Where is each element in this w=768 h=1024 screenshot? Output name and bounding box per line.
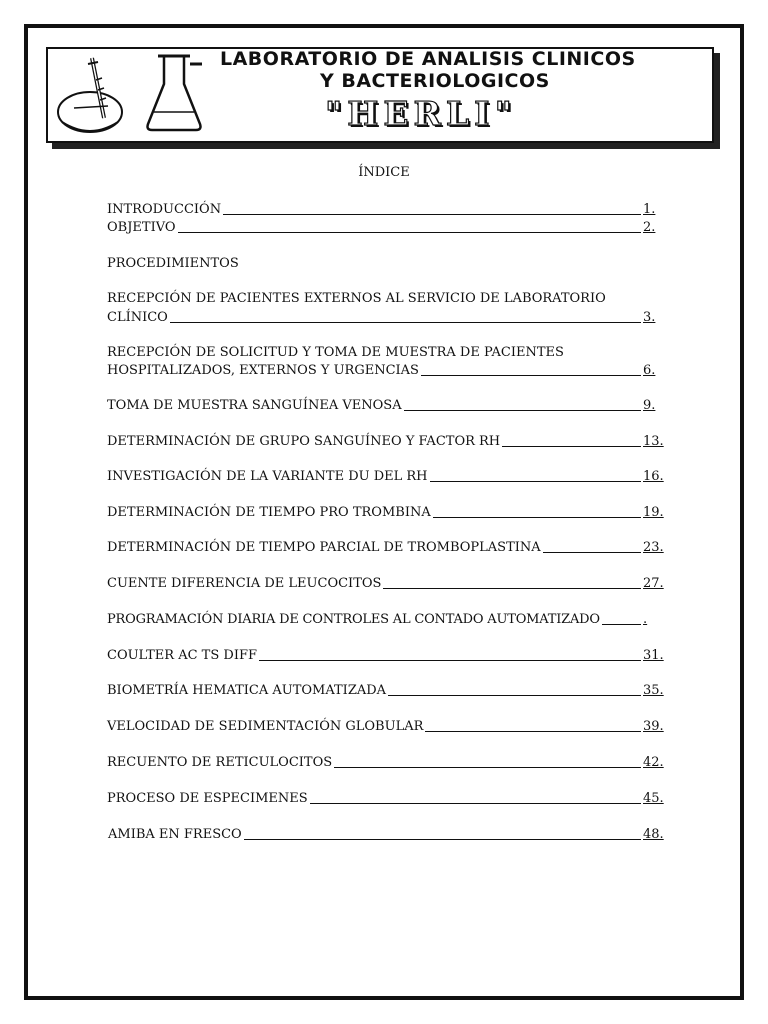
toc-entry-page: 48.	[643, 827, 664, 842]
header-title-line2: Y BACTERIOLOGICOS	[320, 70, 550, 92]
toc-entry-title: DETERMINACIÓN DE GRUPO SANGUÍNEO Y FACTOR RH	[107, 434, 501, 449]
toc-entry-title: DETERMINACIÓN DE TIEMPO PRO TROMBINA	[107, 505, 431, 520]
toc-entry-page: 39.	[643, 719, 664, 734]
toc-entry	[107, 309, 659, 327]
toc-entry-title: TOMA DE MUESTRA SANGUÍNEA VENOSA	[107, 398, 402, 413]
toc-entry-title: BIOMETRÍA HEMATICA AUTOMATIZADA	[107, 683, 387, 698]
toc-entry	[107, 201, 659, 219]
toc-entry-title: COULTER AC TS DIFF	[107, 648, 257, 663]
toc-entry	[107, 575, 664, 593]
toc-entry	[107, 647, 664, 665]
toc-entry	[107, 504, 664, 522]
toc-entry	[107, 219, 659, 237]
toc-entry-page: 23.	[643, 540, 664, 555]
toc-entry-page: 13.	[643, 434, 664, 449]
index-title: ÍNDICE	[358, 165, 410, 180]
toc-entry-title: PROCESO DE ESPECIMENES	[107, 791, 308, 806]
toc-entry-page: 16.	[643, 469, 664, 484]
toc-entry-page: 42.	[643, 755, 664, 770]
toc-leader-line	[170, 321, 641, 323]
toc-leader-line	[425, 730, 641, 732]
toc-entry-title: AMIBA EN FRESCO	[108, 827, 242, 842]
toc-entry-page: 3.	[643, 310, 656, 325]
toc-entry-title-line2: CLÍNICO	[107, 310, 168, 325]
toc-entry-page: 6.	[643, 363, 656, 378]
toc-entry-title-line1: RECEPCIÓN DE PACIENTES EXTERNOS AL SERVICIO DE LABORATORIO	[107, 291, 606, 306]
toc-leader-line	[223, 213, 641, 215]
toc-leader-line	[244, 838, 641, 840]
toc-leader-line	[430, 480, 641, 482]
header-title-line1: LABORATORIO DE ANALISIS CLINICOS	[220, 48, 636, 70]
toc-section-heading: PROCEDIMIENTOS	[107, 256, 239, 271]
toc-leader-line	[404, 409, 641, 411]
toc-entry-title: INVESTIGACIÓN DE LA VARIANTE DU DEL RH	[107, 469, 428, 484]
toc-entry-title: PROGRAMACIÓN DIARIA DE CONTROLES AL CONTADO AUTOMATIZADO	[107, 612, 600, 627]
header-brand-name: "HERLI"	[325, 94, 517, 133]
toc-entry-page: 27.	[643, 576, 664, 591]
toc-entry-page: 35.	[643, 683, 664, 698]
toc-entry	[108, 826, 664, 844]
toc-leader-line	[433, 516, 641, 518]
toc-entry-page: 2.	[643, 220, 656, 235]
toc-entry	[107, 539, 664, 557]
toc-entry-title: RECUENTO DE RETICULOCITOS	[107, 755, 333, 770]
toc-entry	[107, 362, 659, 380]
toc-leader-line	[178, 231, 641, 233]
toc-entry-page: 1.	[643, 202, 656, 217]
toc-entry	[107, 718, 664, 736]
toc-leader-line	[334, 766, 641, 768]
toc-leader-line	[421, 374, 641, 376]
toc-entry	[107, 468, 664, 486]
toc-entry-title: OBJETIVO	[107, 220, 176, 235]
toc-entry	[107, 754, 664, 772]
toc-entry-title-line2: HOSPITALIZADOS, EXTERNOS Y URGENCIAS	[107, 363, 419, 378]
toc-entry-title: CUENTE DIFERENCIA DE LEUCOCITOS	[107, 576, 382, 591]
toc-entry-title: INTRODUCCIÓN	[107, 202, 222, 217]
toc-entry-page: 9.	[643, 398, 656, 413]
toc-entry-title: DETERMINACIÓN DE TIEMPO PARCIAL DE TROMBOPLASTINA	[107, 540, 541, 555]
toc-entry-page: 45.	[643, 791, 664, 806]
toc-entry-page: 31.	[643, 648, 664, 663]
toc-entry	[107, 433, 664, 451]
toc-entry-title: VELOCIDAD DE SEDIMENTACIÓN GLOBULAR	[107, 719, 424, 734]
toc-leader-line	[310, 802, 641, 804]
toc-entry	[107, 682, 664, 700]
toc-entry-page: .	[643, 612, 648, 627]
toc-entry-title-line1: RECEPCIÓN DE SOLICITUD Y TOMA DE MUESTRA DE PACIENTES	[107, 345, 564, 360]
toc-entry	[107, 790, 664, 808]
table-of-contents	[107, 0, 664, 1024]
toc-leader-line	[388, 694, 641, 696]
toc-leader-line	[602, 623, 641, 625]
toc-entry	[107, 611, 659, 629]
toc-entry-page: 19.	[643, 505, 664, 520]
toc-leader-line	[383, 587, 641, 589]
toc-leader-line	[543, 551, 641, 553]
toc-leader-line	[259, 659, 641, 661]
toc-entry	[107, 397, 659, 415]
toc-leader-line	[502, 445, 641, 447]
